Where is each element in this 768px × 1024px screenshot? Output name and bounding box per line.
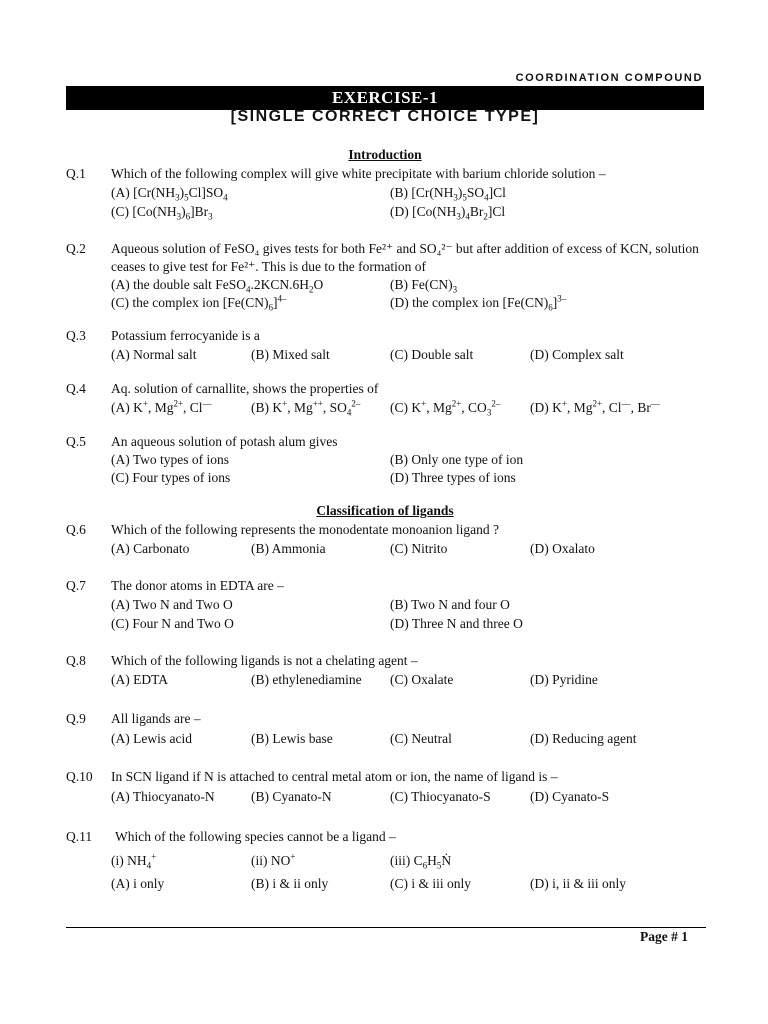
- option-a[interactable]: (A) Carbonato: [111, 541, 190, 556]
- species-i: (i) $NH_4^+$: [111, 851, 157, 871]
- option-a[interactable]: (A) i only: [111, 876, 165, 891]
- question-number: Q.10: [66, 769, 93, 784]
- option-a[interactable]: (A) Lewis acid: [111, 731, 192, 746]
- option-c[interactable]: (C) i & iii only: [390, 876, 471, 891]
- exercise-subtitle: [SINGLE CORRECT CHOICE TYPE]: [230, 108, 540, 125]
- question-text: Which of the following ligands is not a chelating agent –: [111, 653, 418, 668]
- option-a[interactable]: (A) the double salt $FeSO_4.2KCN.6H_2O$: [111, 277, 324, 295]
- question-text: An aqueous solution of potash alum gives: [111, 434, 338, 449]
- option-a[interactable]: (A) EDTA: [111, 672, 169, 687]
- question-number: Q.5: [66, 434, 86, 449]
- question-number: Q.8: [66, 653, 86, 668]
- option-d[interactable]: (D) the complex ion $[Fe(CN)_6]^{3-}$: [390, 293, 567, 313]
- question-number: Q.7: [66, 578, 86, 593]
- option-a[interactable]: (A) Two N and Two O: [111, 597, 233, 612]
- option-b[interactable]: (B) $[Cr(NH_3)_5SO_4]Cl$: [390, 185, 506, 203]
- option-d[interactable]: (D) Cyanato-S: [530, 789, 610, 804]
- option-b[interactable]: (B) $Fe(CN)_3$: [390, 277, 458, 295]
- option-d[interactable]: (D) Reducing agent: [530, 731, 637, 746]
- option-d[interactable]: (D) K+, $Mg^{2+}$, Cl—, Br—: [530, 398, 660, 415]
- option-b[interactable]: (B) Lewis base: [251, 731, 333, 746]
- option-c[interactable]: (C) Nitrito: [390, 541, 448, 556]
- option-b[interactable]: (B) Ammonia: [251, 541, 326, 556]
- option-c[interactable]: (C) the complex ion $[Fe(CN)_6]^{4-}$: [111, 293, 287, 313]
- question-number: Q.9: [66, 711, 86, 726]
- question-number: Q.4: [66, 381, 86, 396]
- option-c[interactable]: (C) Neutral: [390, 731, 452, 746]
- question-number: Q.6: [66, 522, 86, 537]
- option-b[interactable]: (B) Cyanato-N: [251, 789, 332, 804]
- option-d[interactable]: (D) Pyridine: [530, 672, 598, 687]
- option-c[interactable]: (C) Oxalate: [390, 672, 454, 687]
- option-c[interactable]: (C) Thiocyanato-S: [390, 789, 491, 804]
- option-b[interactable]: (B) Two N and four O: [390, 597, 510, 612]
- option-a[interactable]: (A) Thiocyanato-N: [111, 789, 215, 804]
- option-b[interactable]: (B) ethylenediamine: [251, 672, 362, 687]
- question-text: Which of the following species cannot be a ligand –: [115, 829, 396, 844]
- option-c[interactable]: (C) K+, $Mg^{2+}$, $CO_3^{2-}$: [390, 398, 501, 418]
- option-d[interactable]: (D) Three N and three O: [390, 616, 523, 631]
- option-a[interactable]: (A) K+, $Mg^{2+}$, Cl—: [111, 398, 212, 415]
- option-c[interactable]: (C) $[Co(NH_3)_6]Br_3$: [111, 204, 213, 222]
- question-text: Aqueous solution of FeSO₄ gives tests for both Fe²⁺ and SO₄²⁻ but after addition of excess of KCN, solution ceases to give test for Fe²⁺. This is due to the formation of: [111, 241, 699, 274]
- question-text: Which of the following complex will give white precipitate with barium chloride solution –: [111, 166, 606, 181]
- question-number: Q.2: [66, 241, 86, 256]
- option-c[interactable]: (C) Four types of ions: [111, 470, 231, 485]
- question-text: All ligands are –: [111, 711, 201, 726]
- option-b[interactable]: (B) Mixed salt: [251, 347, 330, 362]
- exercise-title: EXERCISE-1: [66, 86, 704, 110]
- question-number: Q.1: [66, 166, 86, 181]
- question-number: Q.11: [66, 829, 93, 844]
- option-c[interactable]: (C) Four N and Two O: [111, 616, 234, 631]
- option-d[interactable]: (D) Three types of ions: [390, 470, 516, 485]
- question-text: Aq. solution of carnallite, shows the properties of: [111, 381, 379, 396]
- option-d[interactable]: (D) i, ii & iii only: [530, 876, 626, 891]
- page-number: Page # 1: [640, 929, 688, 944]
- question-text: Which of the following represents the monodentate monoanion ligand ?: [111, 522, 500, 537]
- option-d[interactable]: (D) Oxalato: [530, 541, 595, 556]
- footer-divider: [66, 927, 706, 928]
- question-text: In SCN ligand if N is attached to central metal atom or ion, the name of ligand is –: [111, 769, 558, 784]
- option-a[interactable]: (A) $[Cr(NH_3)_5Cl]SO_4$: [111, 185, 228, 203]
- option-d[interactable]: (D) $[Co(NH_3)_4Br_2]Cl$: [390, 204, 506, 222]
- question-text: Potassium ferrocyanide is a: [111, 328, 260, 343]
- question-number: Q.3: [66, 328, 86, 343]
- species-ii: (ii) NO+: [251, 851, 296, 868]
- option-a[interactable]: (A) Two types of ions: [111, 452, 230, 467]
- subject-header: COORDINATION COMPOUND: [515, 72, 703, 84]
- option-c[interactable]: (C) Double salt: [390, 347, 474, 362]
- option-d[interactable]: (D) Complex salt: [530, 347, 624, 362]
- option-b[interactable]: (B) i & ii only: [251, 876, 329, 891]
- species-iii: (iii) $C_6H_5Ṅ$: [390, 853, 452, 871]
- option-a[interactable]: (A) Normal salt: [111, 347, 197, 362]
- section-introduction: Introduction: [348, 147, 422, 162]
- question-text: The donor atoms in EDTA are –: [111, 578, 284, 593]
- section-ligands: Classification of ligands: [316, 503, 454, 518]
- option-b[interactable]: (B) Only one type of ion: [390, 452, 524, 467]
- option-b[interactable]: (B) K+, Mg++, $SO_4^{2-}$: [251, 398, 361, 418]
